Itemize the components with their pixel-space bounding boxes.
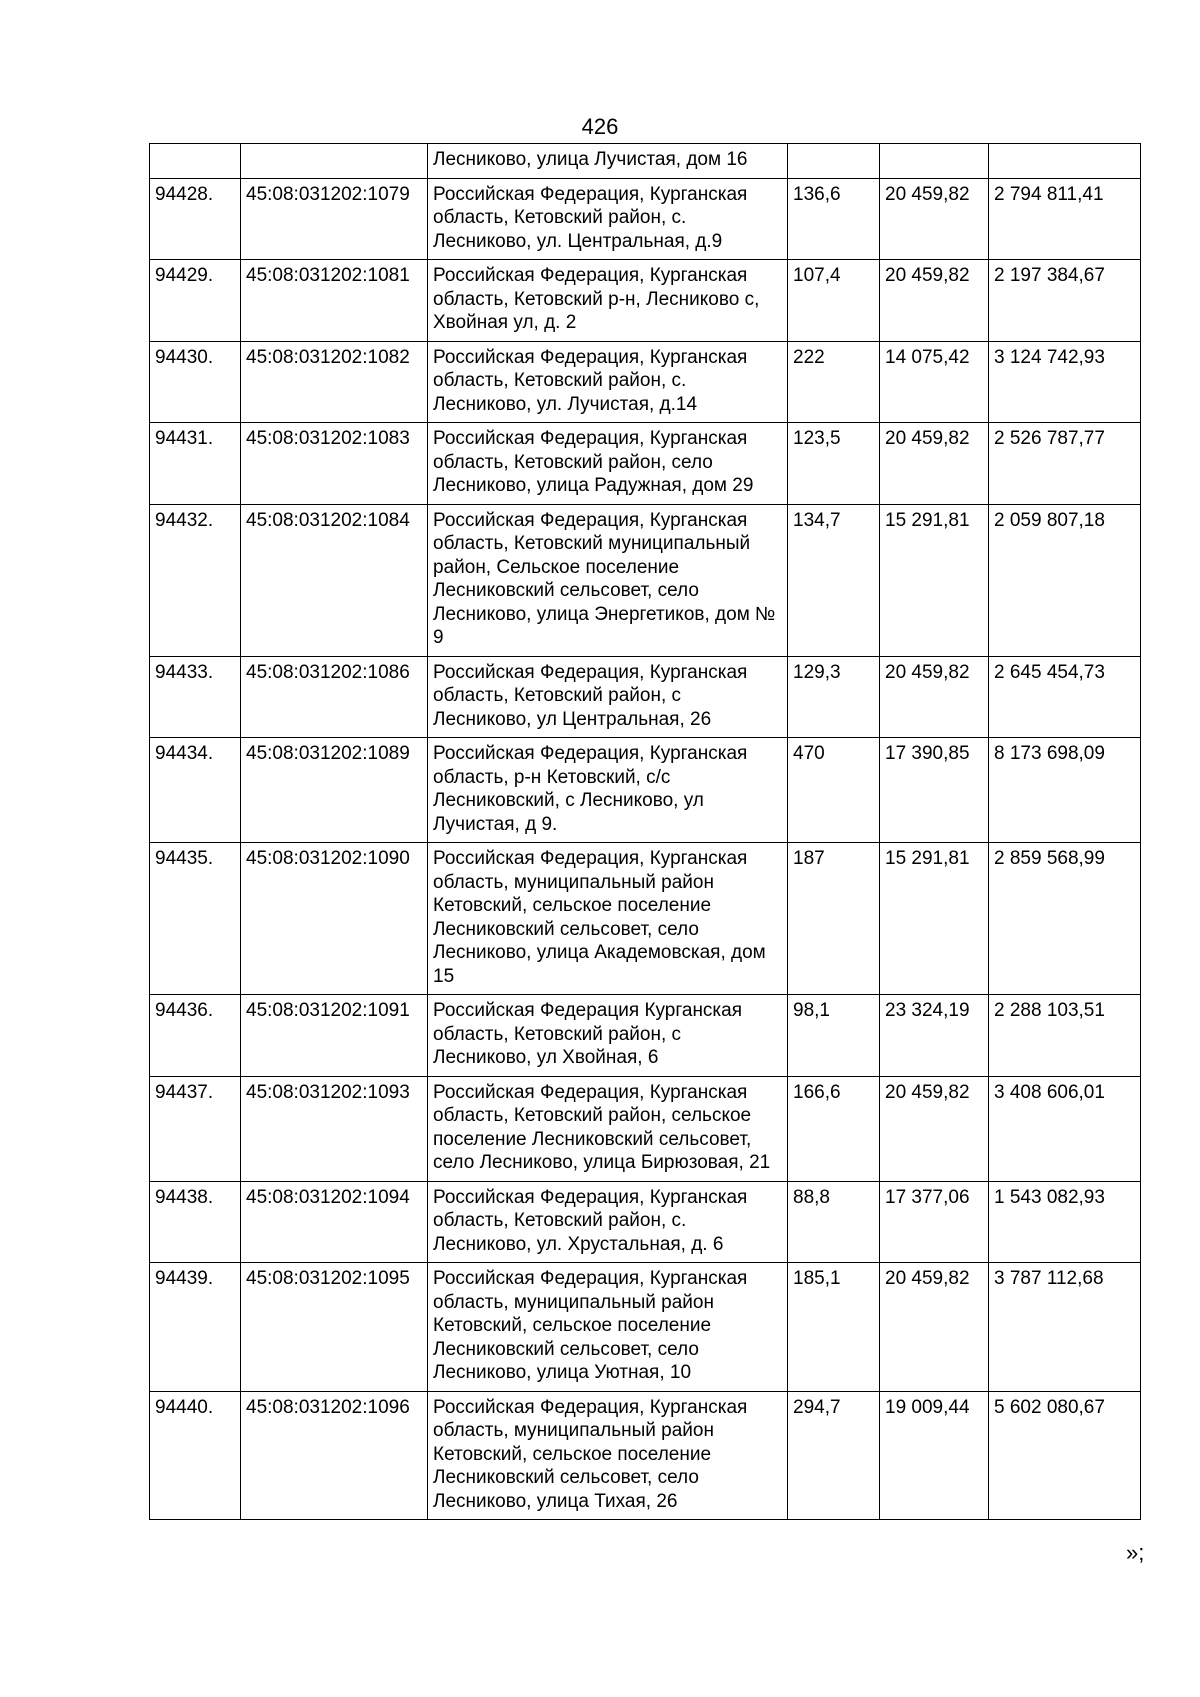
area-cell: 136,6: [788, 178, 880, 260]
table-row: [150, 341, 1141, 423]
address-cell: Лесниково, улица Лучистая, дом 16: [428, 144, 788, 179]
cadastral-number-cell: 45:08:031202:1089: [241, 738, 428, 843]
address-cell: Российская Федерация, Курганская область, Кетовский район, с. Лесниково, ул. Центральная, д.9: [428, 178, 788, 260]
cadastral-number-cell: 45:08:031202:1083: [241, 423, 428, 505]
area-cell: 129,3: [788, 656, 880, 738]
cadastral-value-cell: 2 645 454,73: [989, 656, 1141, 738]
cadastral-value-cell: 3 787 112,68: [989, 1263, 1141, 1392]
row-number-cell: [150, 144, 241, 179]
cadastral-value-cell: 2 859 568,99: [989, 843, 1141, 995]
row-number-cell: 94430.: [150, 341, 241, 423]
rate-cell: 20 459,82: [880, 260, 989, 342]
area-cell: [788, 144, 880, 179]
rate-cell: 15 291,81: [880, 843, 989, 995]
address-cell: Российская Федерация, Курганская область, р-н Кетовский, с/с Лесниковский, с Лесниково, ул Лучистая, д 9.: [428, 738, 788, 843]
area-cell: 222: [788, 341, 880, 423]
area-cell: 470: [788, 738, 880, 843]
cadastral-value-cell: 2 197 384,67: [989, 260, 1141, 342]
rate-cell: 20 459,82: [880, 656, 989, 738]
row-number-cell: 94434.: [150, 738, 241, 843]
rate-cell: 17 377,06: [880, 1181, 989, 1263]
table-row: [150, 423, 1141, 505]
cadastral-number-cell: 45:08:031202:1079: [241, 178, 428, 260]
row-number-cell: 94438.: [150, 1181, 241, 1263]
cadastral-number-cell: 45:08:031202:1094: [241, 1181, 428, 1263]
cadastral-value-cell: 2 059 807,18: [989, 504, 1141, 656]
area-cell: 123,5: [788, 423, 880, 505]
cadastral-value-cell: [989, 144, 1141, 179]
address-cell: Российская Федерация, Курганская область, Кетовский муниципальный район, Сельское поселение Лесниковский сельсовет, село Лесниково, улица Энергетиков, дом № 9: [428, 504, 788, 656]
rate-cell: 20 459,82: [880, 178, 989, 260]
rate-cell: 20 459,82: [880, 423, 989, 505]
row-number-cell: 94428.: [150, 178, 241, 260]
row-number-cell: 94435.: [150, 843, 241, 995]
cadastral-number-cell: 45:08:031202:1082: [241, 341, 428, 423]
address-cell: Российская Федерация, Курганская область, Кетовский район, с Лесниково, ул Центральная, 26: [428, 656, 788, 738]
cadastral-value-table: [149, 143, 1141, 1520]
cadastral-value-cell: 2 526 787,77: [989, 423, 1141, 505]
address-cell: Российская Федерация, Курганская область, Кетовский р-н, Лесниково с, Хвойная ул, д. 2: [428, 260, 788, 342]
address-cell: Российская Федерация, Курганская область, Кетовский район, сельское поселение Лесниковский сельсовет, село Лесниково, улица Бирюзовая, 21: [428, 1076, 788, 1181]
cadastral-number-cell: 45:08:031202:1096: [241, 1391, 428, 1520]
cadastral-value-cell: 3 124 742,93: [989, 341, 1141, 423]
rate-cell: 20 459,82: [880, 1076, 989, 1181]
cadastral-value-cell: 3 408 606,01: [989, 1076, 1141, 1181]
table-row-continuation: [150, 144, 1141, 179]
table-row: [150, 738, 1141, 843]
rate-cell: 23 324,19: [880, 995, 989, 1077]
area-cell: 134,7: [788, 504, 880, 656]
cadastral-number-cell: 45:08:031202:1084: [241, 504, 428, 656]
table-row: [150, 995, 1141, 1077]
rate-cell: 14 075,42: [880, 341, 989, 423]
row-number-cell: 94437.: [150, 1076, 241, 1181]
cadastral-number-cell: 45:08:031202:1095: [241, 1263, 428, 1392]
cadastral-number-cell: 45:08:031202:1090: [241, 843, 428, 995]
cadastral-number-cell: 45:08:031202:1091: [241, 995, 428, 1077]
table-row: [150, 843, 1141, 995]
rate-cell: 17 390,85: [880, 738, 989, 843]
closing-quote-mark: »;: [1126, 1540, 1145, 1565]
row-number-cell: 94440.: [150, 1391, 241, 1520]
row-number-cell: 94439.: [150, 1263, 241, 1392]
area-cell: 185,1: [788, 1263, 880, 1392]
row-number-cell: 94432.: [150, 504, 241, 656]
table-body: [150, 144, 1141, 1520]
address-cell: Российская Федерация, Курганская область, Кетовский район, с. Лесниково, ул. Лучистая, д.14: [428, 341, 788, 423]
area-cell: 98,1: [788, 995, 880, 1077]
area-cell: 187: [788, 843, 880, 995]
cadastral-value-cell: 2 794 811,41: [989, 178, 1141, 260]
table-row: [150, 504, 1141, 656]
row-number-cell: 94433.: [150, 656, 241, 738]
address-cell: Российская Федерация, Курганская область, муниципальный район Кетовский, сельское поселение Лесниковский сельсовет, село Лесниково, улица Академовская, дом 15: [428, 843, 788, 995]
area-cell: 88,8: [788, 1181, 880, 1263]
cadastral-value-cell: 1 543 082,93: [989, 1181, 1141, 1263]
table-row: [150, 260, 1141, 342]
rate-cell: 15 291,81: [880, 504, 989, 656]
row-number-cell: 94436.: [150, 995, 241, 1077]
cadastral-value-cell: 8 173 698,09: [989, 738, 1141, 843]
row-number-cell: 94429.: [150, 260, 241, 342]
cadastral-number-cell: 45:08:031202:1093: [241, 1076, 428, 1181]
page-number: 426: [581, 114, 619, 139]
rate-cell: 20 459,82: [880, 1263, 989, 1392]
area-cell: 107,4: [788, 260, 880, 342]
cadastral-number-cell: 45:08:031202:1086: [241, 656, 428, 738]
address-cell: Российская Федерация, Курганская область, Кетовский район, с. Лесниково, ул. Хрустальная, д. 6: [428, 1181, 788, 1263]
rate-cell: [880, 144, 989, 179]
table-row: [150, 1263, 1141, 1392]
cadastral-number-cell: 45:08:031202:1081: [241, 260, 428, 342]
area-cell: 166,6: [788, 1076, 880, 1181]
cadastral-value-cell: 5 602 080,67: [989, 1391, 1141, 1520]
table-row: [150, 1076, 1141, 1181]
table-row: [150, 1391, 1141, 1520]
table-row: [150, 1181, 1141, 1263]
cadastral-number-cell: [241, 144, 428, 179]
row-number-cell: 94431.: [150, 423, 241, 505]
cadastral-value-cell: 2 288 103,51: [989, 995, 1141, 1077]
area-cell: 294,7: [788, 1391, 880, 1520]
table-row: [150, 656, 1141, 738]
table-row: [150, 178, 1141, 260]
address-cell: Российская Федерация, Курганская область, муниципальный район Кетовский, сельское поселение Лесниковский сельсовет, село Лесниково, улица Тихая, 26: [428, 1391, 788, 1520]
address-cell: Российская Федерация Курганская область, Кетовский район, с Лесниково, ул Хвойная, 6: [428, 995, 788, 1077]
address-cell: Российская Федерация, Курганская область, муниципальный район Кетовский, сельское поселение Лесниковский сельсовет, село Лесниково, улица Уютная, 10: [428, 1263, 788, 1392]
address-cell: Российская Федерация, Курганская область, Кетовский район, село Лесниково, улица Радужная, дом 29: [428, 423, 788, 505]
rate-cell: 19 009,44: [880, 1391, 989, 1520]
